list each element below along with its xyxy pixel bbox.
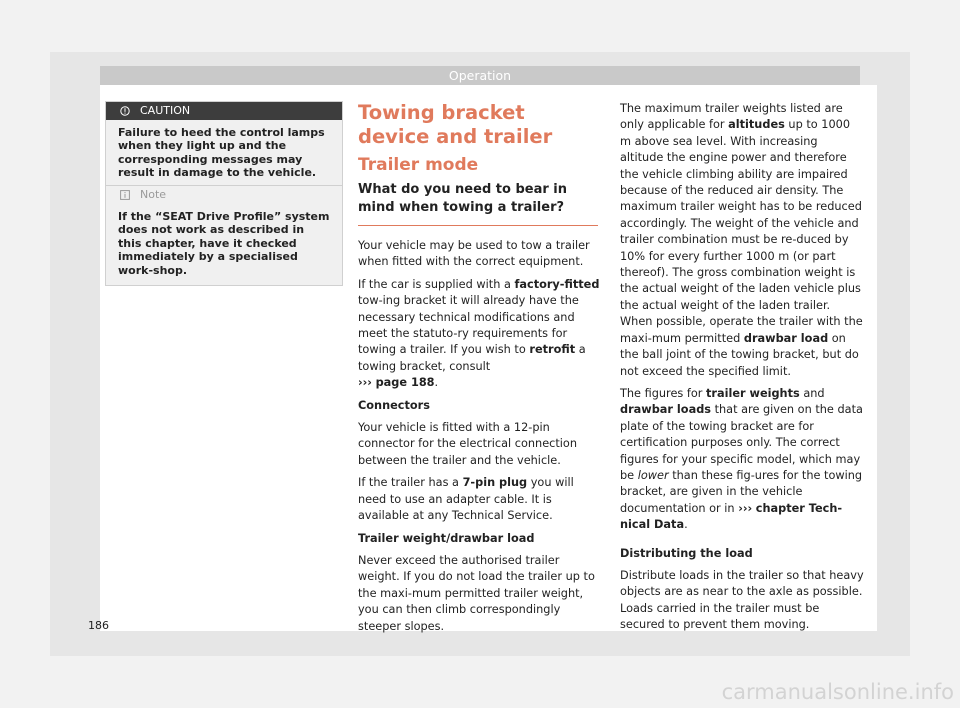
page-number: 186 <box>88 619 109 632</box>
section-subtitle: Trailer mode <box>358 155 479 175</box>
paragraph: If the trailer has a 7-pin plug you will need to use an adapter cable. It is available at any Technical Service. <box>358 476 574 523</box>
note-box <box>105 185 343 286</box>
section-question: What do you need to bear in mind when towing a trailer? <box>358 182 567 215</box>
title-divider <box>358 225 598 226</box>
paragraph: The maximum trailer weights listed are only applicable for altitudes up to 1000 m above sea level. With increasing altitude the engine power and therefore the vehicle climbing ability are impaired because of the reduced air density. The maximum trailer weight has to be reduced accordingly. The weight of the vehicle and trailer combination must be re-duced by 10% for every further 1000 m (or part thereof). The gross combination weight is the actual weight of the laden vehicle plus the actual weight of the laden trailer. When possible, operate the trailer with the maxi-mum permitted drawbar load on the ball joint of the towing bracket, but do not exceed the specified limit. <box>620 102 863 378</box>
paragraph: Distribute loads in the trailer so that heavy objects are as near to the axle as possible. Loads carried in the trailer must be secured to prevent them moving. <box>620 568 864 632</box>
paragraph: Your vehicle may be used to tow a trailer when fitted with the correct equipment. <box>358 239 590 269</box>
note-text: If the “SEAT Drive Profile” system does not work as described in this chapter, have it checked immediately by a specialised work-shop. <box>118 210 330 277</box>
paragraph: The figures for trailer weights and drawbar loads that are given on the data plate of the towing bracket are for certification purposes only. The correct figures for your specific model, which may be lower than these fig-ures for the towing bracket, are given in the vehicle documentation or in ››› chapter Tech-nical Data. <box>620 386 863 532</box>
subheading: Connectors <box>358 398 430 412</box>
info-icon <box>120 190 130 200</box>
chapter-link[interactable]: chapter Tech-nical Data <box>620 501 843 532</box>
note-label: Note <box>140 188 167 201</box>
paragraph: Never exceed the authorised trailer weight. If you do not load the trailer up to the maxi-mum permitted trailer weight, you can then climb correspondingly steeper slopes. <box>358 553 595 633</box>
watermark: carmanualsonline.info <box>721 680 954 704</box>
subheading: Trailer weight/drawbar load <box>358 531 535 545</box>
paragraph: Your vehicle is fitted with a 12-pin connector for the electrical connection between the trailer and the vehicle. <box>358 421 578 467</box>
link-arrow-icon: ››› <box>358 376 372 390</box>
section-header: Operation <box>100 66 860 85</box>
section-title: Towing bracket device and trailer <box>358 101 553 148</box>
caution-box <box>105 101 343 189</box>
subheading: Distributing the load <box>620 546 753 560</box>
caution-text: Failure to heed the control lamps when they light up and the corresponding messages may result in damage to the vehicle. <box>118 126 325 180</box>
caution-icon <box>120 106 130 116</box>
page-link[interactable]: page 188 <box>375 376 435 390</box>
column-3 <box>620 101 864 640</box>
paragraph: If the car is supplied with a factory-fitted tow-ing bracket it will already have the necessary technical modifications and meet the statuto-ry requirements for towing a trailer. If you wish to retrofit a towing bracket, consult ››› page 188. <box>358 277 600 390</box>
column-2 <box>358 101 600 641</box>
page-content <box>100 85 877 631</box>
caution-label: CAUTION <box>140 104 191 117</box>
link-arrow-icon: ››› <box>738 501 753 515</box>
